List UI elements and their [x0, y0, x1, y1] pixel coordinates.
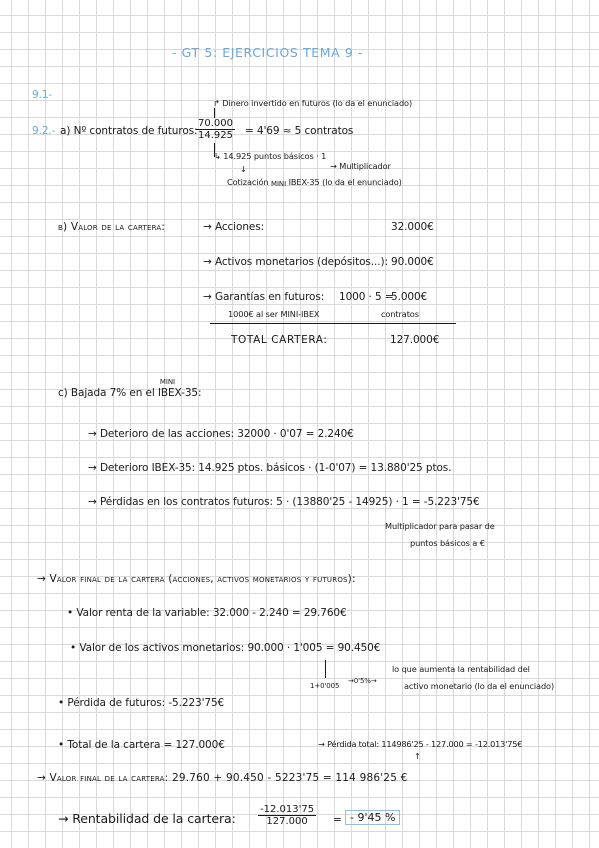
- row-acciones-label: Acciones:: [214, 221, 265, 233]
- arrow-icon: →: [88, 496, 100, 508]
- note-basic-points-text: 14.925 puntos básicos · 1: [223, 151, 327, 161]
- bullet-icon: •: [58, 697, 68, 709]
- row-garantias-calc: 1000 · 5 =: [339, 291, 394, 303]
- renta-variable-text: Valor renta de la variable: 32.000 - 2.240 = 29.760€: [76, 607, 347, 619]
- exercise-9-2-label: 9.2.-: [32, 125, 56, 137]
- arrow-icon: →: [203, 256, 215, 268]
- rentabilidad-label: [58, 812, 236, 826]
- note-rent-b: activo monetario (lo da el enunciado): [404, 681, 555, 691]
- arrow-icon: →: [88, 462, 100, 474]
- mult-note-a: Multiplicador para pasar de: [385, 521, 495, 531]
- drop-heading-b: IBEX-35:: [157, 387, 202, 399]
- valor-final: [37, 772, 408, 784]
- note-multiplier-text: Multiplicador: [339, 161, 391, 171]
- note-one-plus: 1+0'005: [310, 682, 340, 690]
- rent-numerator: -12.013'75: [260, 804, 315, 815]
- arrow-icon: →: [37, 573, 50, 585]
- arrow-icon: →: [330, 161, 340, 171]
- rent-denominator: 127.000: [266, 816, 308, 827]
- arrow-icon: ↓: [240, 164, 247, 174]
- row-garantias: [203, 291, 324, 303]
- note-money-invested: [213, 99, 412, 108]
- contracts-result: = 4'69 ≈ 5 contratos: [245, 125, 354, 137]
- deterioro-ibex: [88, 462, 451, 474]
- row-garantias-label: Garantías en futuros:: [214, 291, 325, 303]
- note-pct: [348, 677, 377, 685]
- row-garantias-value: 5.000€: [391, 291, 428, 303]
- note-multiplier: [330, 162, 391, 171]
- drop-heading-ibex: [157, 378, 202, 399]
- connector-line: [325, 660, 326, 678]
- perdida-total-text: Pérdida total: 114986'25 - 127.000 = -12.013'75€: [327, 739, 523, 749]
- note-quote: [227, 178, 402, 187]
- mini-label: MINI: [271, 179, 287, 188]
- rentabilidad-label-text: Rentabilidad de la cartera:: [72, 811, 236, 826]
- page-title: - GT 5: EJERCICIOS TEMA 9 -: [172, 45, 364, 60]
- note-money-invested-text: Dinero invertido en futuros (lo da el enunciado): [222, 98, 413, 108]
- exercise-9-1-label: 9.1-: [32, 89, 53, 101]
- total-label: TOTAL CARTERA:: [231, 334, 328, 346]
- note-quote-a: Cotización: [227, 177, 269, 187]
- activos-monetarios-text: Valor de los activos monetarios: 90.000 · 1'005 = 90.450€: [79, 642, 381, 654]
- final-heading: [37, 573, 356, 585]
- contracts-prefix: a) Nº contratos de futuros:: [60, 125, 198, 137]
- deterioro-acciones-text: Deterioro de las acciones: 32000 · 0'07 = 2.240€: [99, 428, 354, 440]
- mini-label: MINI: [159, 378, 175, 386]
- arrow-icon: →: [348, 677, 354, 685]
- deterioro-ibex-text: Deterioro IBEX-35: 14.925 ptos. básicos · (1-0'07) = 13.880'25 ptos.: [99, 462, 452, 474]
- mini-ibex-stack: [271, 181, 286, 188]
- note-pct-value: 0'5%: [353, 677, 371, 685]
- bullet-icon: •: [58, 739, 68, 751]
- renta-variable: [67, 607, 347, 619]
- perdida-futuros-text: Pérdida de futuros: -5.223'75€: [67, 697, 225, 709]
- note-basic-points: [214, 152, 326, 161]
- arrow-icon: ↱: [213, 98, 223, 108]
- arrow-icon: →: [370, 677, 377, 685]
- total-divider: [210, 323, 456, 324]
- garantia-note-mini: 1000€ al ser MINI-IBEX: [228, 309, 320, 319]
- perdida-futuros: [58, 697, 224, 709]
- row-acciones: [203, 221, 264, 233]
- garantia-note-contracts: contratos: [381, 309, 419, 319]
- connector-line: [214, 108, 215, 118]
- drop-heading-a: c) Bajada 7% en el: [58, 387, 155, 399]
- valor-final-text: Valor final de la cartera: 29.760 + 90.450 - 5223'75 = 114 986'25 €: [49, 772, 408, 784]
- arrow-icon: →: [58, 811, 73, 826]
- arrow-icon: →: [88, 428, 100, 440]
- total-value: 127.000€: [390, 334, 440, 346]
- row-activos-value: 90.000€: [391, 256, 434, 268]
- perdidas-futuros: [88, 496, 480, 508]
- arrow-up-icon: ↑: [414, 751, 421, 761]
- total-cartera-text: Total de la cartera = 127.000€: [67, 739, 225, 751]
- arrow-icon: →: [318, 739, 328, 749]
- fraction-denominator: 14.925: [198, 130, 233, 141]
- arrow-icon: →: [203, 291, 215, 303]
- deterioro-acciones: [88, 428, 354, 440]
- portfolio-value-label: b) Valor de la cartera:: [58, 221, 166, 233]
- arrow-icon: →: [37, 772, 50, 784]
- row-acciones-value: 32.000€: [391, 221, 434, 233]
- note-quote-b: IBEX-35 (lo da el enunciado): [288, 177, 402, 187]
- row-activos: [203, 256, 388, 268]
- perdidas-futuros-text: Pérdidas en los contratos futuros: 5 · (13880'25 - 14925) · 1 = -5.223'75€: [99, 496, 480, 508]
- row-activos-label: Activos monetarios (depósitos...):: [214, 256, 388, 268]
- rentabilidad-result: - 9'45 %: [345, 810, 400, 825]
- perdida-total: [318, 740, 522, 749]
- note-rent-a: lo que aumenta la rentabilidad del: [392, 664, 530, 674]
- contracts-fraction: [196, 118, 235, 141]
- drop-heading: [58, 378, 202, 399]
- total-cartera: [58, 739, 225, 751]
- rent-equals: =: [333, 814, 342, 826]
- mult-note-b: puntos básicos a €: [410, 538, 485, 548]
- activos-monetarios: [70, 642, 380, 654]
- fraction-numerator: 70.000: [198, 118, 233, 129]
- bullet-icon: •: [67, 607, 77, 619]
- arrow-icon: →: [203, 221, 215, 233]
- bullet-icon: •: [70, 642, 80, 654]
- rentabilidad-fraction: [258, 804, 316, 827]
- final-heading-text: Valor final de la cartera (acciones, activos monetarios y futuros):: [49, 573, 356, 585]
- arrow-icon: ↳: [214, 151, 224, 161]
